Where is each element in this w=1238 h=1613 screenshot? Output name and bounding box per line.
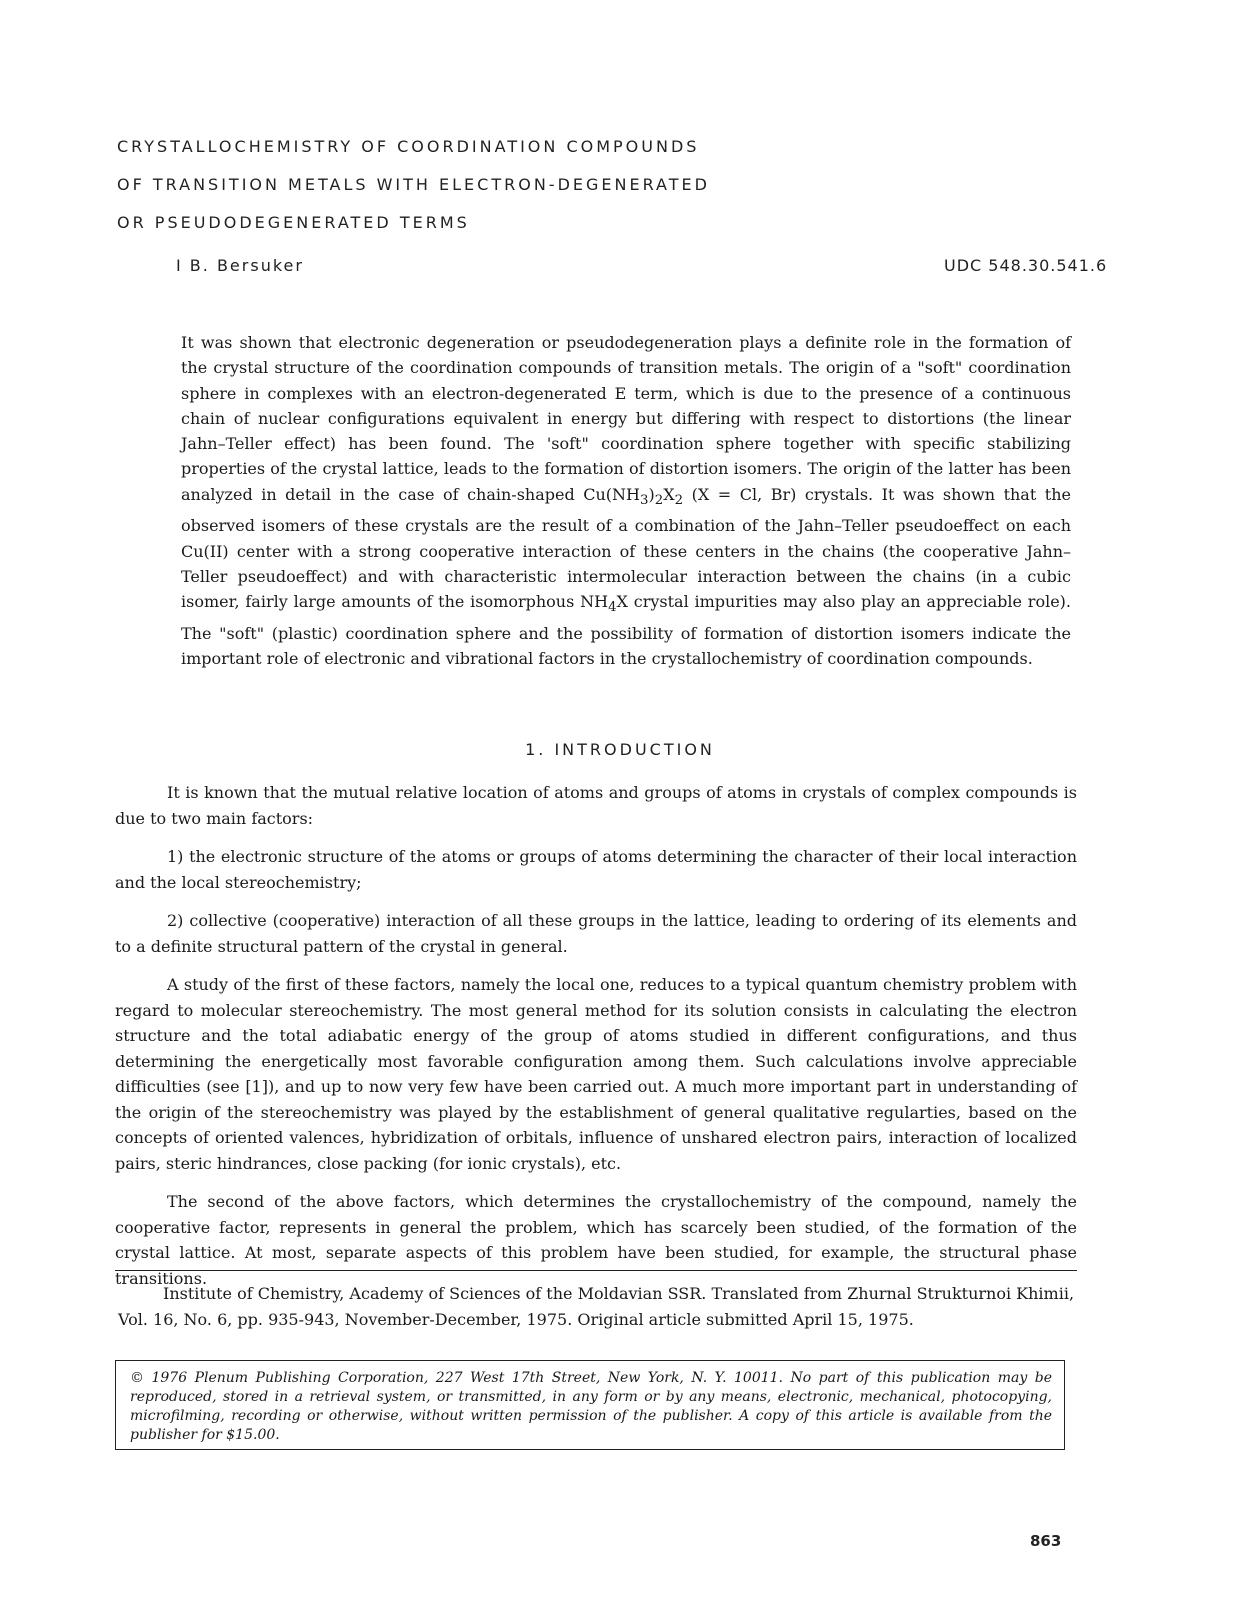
abstract-text-4: (X = Cl, Br) crystals. It was shown that the observed isomers of these crystals are the result of a combination of the Jahn–Teller pseudoeffect on each Cu(II) center with a strong cooperative interaction of these centers in the chains (the cooperative Jahn–Teller pseudoeffect) and with characteristic intermolecular interaction between the chains (in a cubic isomer, fairly large amounts of the isomorphous NH <box>181 484 1072 612</box>
paragraph: A study of the first of these factors, namely the local one, reduces to a typical quantum chemistry problem with regard to molecular stereochemistry. The most general method for its solution consists in calculating the electron structure and the total adiabatic energy of the group of atoms studied in different configurations, and thus determining the energetically most favorable configuration among them. Such calculations involve appreciable difficulties (see [1]), and up to now very few have been carried out. A much more important part in understanding of the origin of the stereochemistry was played by the establishment of general qualitative regularties, based on the concepts of oriented valences, hybridization of orbitals, influence of unshared electron pairs, interaction of localized pairs, steric hindrances, close packing (for ionic crystals), etc. <box>115 975 1077 1173</box>
copyright-notice-box <box>115 1360 1065 1450</box>
section-heading-introduction: 1. INTRODUCTION <box>525 740 715 759</box>
abstract-subscript-1: 3 <box>640 492 649 508</box>
paragraph: It is known that the mutual relative location of atoms and groups of atoms in crystals of complex compounds is due to two main factors: <box>115 783 1077 828</box>
footnote <box>118 1281 1078 1333</box>
abstract-text-2: ) <box>648 484 655 504</box>
abstract-subscript-3: 2 <box>674 492 684 508</box>
copyright-text: © 1976 Plenum Publishing Corporation, 227 West 17th Street, New York, N. Y. 10011. No part of this publication may be reproduced, stored in a retrieval system, or transmitted, in any form or by any means, electronic, mechanical, photocopying, microfilming, recording or otherwise, without written permission of the publisher. A copy of this article is available from the publisher for $15.00. <box>130 1370 1052 1443</box>
abstract <box>181 330 1071 671</box>
title-line-3: OR PSEUDODEGENERATED TERMS <box>117 213 470 232</box>
abstract-text-3: X <box>663 484 675 504</box>
udc-code: UDC 548.30.541.6 <box>944 256 1108 275</box>
paragraph: The second of the above factors, which determines the crystallochemistry of the compound, namely the cooperative factor, represents in general the problem, which has scarcely been studied, of the formation of the crystal lattice. At most, separate aspects of this problem have been studied, for example, the structural phase transitions. <box>115 1192 1077 1288</box>
page-number: 863 <box>1030 1532 1062 1550</box>
footnote-divider <box>115 1270 1077 1271</box>
paragraph: 1) the electronic structure of the atoms or groups of atoms determining the character of their local interaction and the local stereochemistry; <box>115 847 1077 892</box>
abstract-text-1: It was shown that electronic degeneration or pseudodegeneration plays a definite role in the formation of the crystal structure of the coordination compounds of transition metals. The origin of a "soft" coordination sphere in complexes with an electron-degenerated E term, which is due to the presence of a continuous chain of nuclear configurations equivalent in energy but differing with respect to distortions (the linear Jahn–Teller effect) has been found. The 'soft" coordination sphere together with specific stabilizing properties of the crystal lattice, leads to the formation of distortion isomers. The origin of the latter has been analyzed in detail in the case of chain-shaped Cu(NH <box>181 333 1071 504</box>
title-line-1: CRYSTALLOCHEMISTRY OF COORDINATION COMPOUNDS <box>117 137 700 156</box>
paragraph: 2) collective (cooperative) interaction of all these groups in the lattice, leading to ordering of its elements and to a definite structural pattern of the crystal in general. <box>115 911 1077 956</box>
title-line-2: OF TRANSITION METALS WITH ELECTRON-DEGENERATED <box>117 175 710 194</box>
abstract-subscript-4: 4 <box>608 600 617 616</box>
footnote-text: Institute of Chemistry, Academy of Sciences of the Moldavian SSR. Translated from Zhurnal Strukturnoi Khimii, Vol. 16, No. 6, pp. 935-943, November-December, 1975. Original article submitted April 15, 1975. <box>118 1284 1075 1329</box>
abstract-text-5: X crystal impurities may also play an appreciable role). The "soft" (plastic) coordination sphere and the possibility of formation of distortion isomers indicate the important role of electronic and vibrational factors in the crystallochemistry of coordination compounds. <box>181 592 1071 668</box>
abstract-subscript-2: 2 <box>654 492 664 508</box>
author-name: I B. Bersuker <box>176 256 304 275</box>
introduction-body <box>115 780 1077 1304</box>
article-title <box>117 128 877 242</box>
